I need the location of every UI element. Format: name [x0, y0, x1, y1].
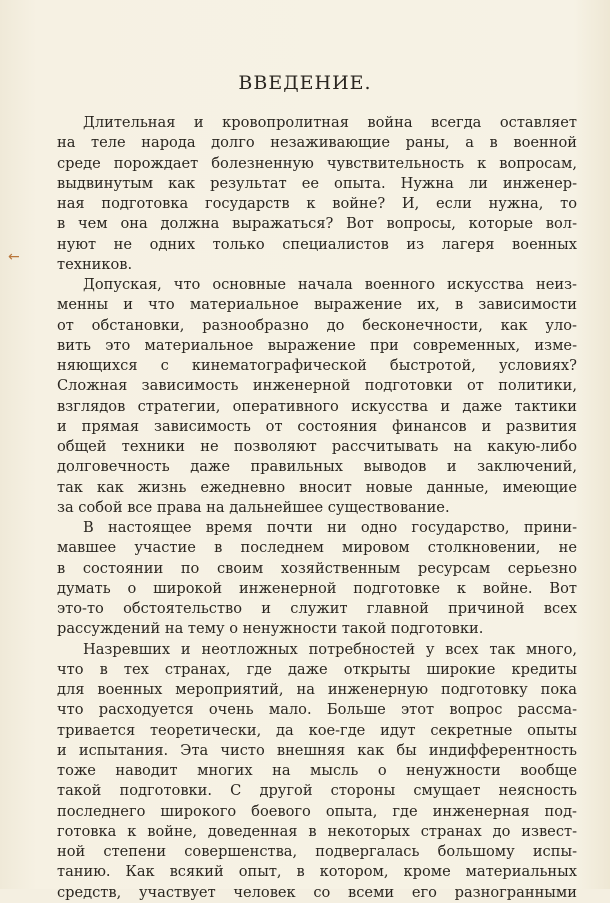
- text-line: и прямая зависимость от состояния финансов и развития: [57, 417, 577, 435]
- text-line: для военных мероприятий, на инженерную подготовку пока: [57, 681, 577, 698]
- text-line: в состоянии по своим хозяйственным ресурсам серьезно: [57, 559, 577, 577]
- text-line: мавшее участие в последнем мировом столкновении, не: [57, 539, 577, 557]
- text-line: тоже наводит многих на мысль о ненужности вообще: [57, 762, 577, 779]
- text-line: танию. Как всякий опыт, в котором, кроме материальных: [57, 863, 577, 881]
- margin-arrow-icon: ←: [8, 249, 20, 265]
- text-line: ной степени совершенства, подвергалась большому испы-: [57, 843, 577, 860]
- text-line: в чем она должна выражаться? Вот вопросы, которые вол-: [57, 215, 577, 233]
- text-line: что в тех странах, где даже открыты широкие кредиты: [57, 660, 577, 678]
- text-line: что расходуется очень мало. Больше этот вопрос рассма-: [57, 701, 577, 719]
- text-line: готовка к войне, доведенная в некоторых странах до извест-: [57, 822, 577, 840]
- chapter-heading: ВВЕДЕНИЕ.: [238, 72, 372, 94]
- text-line: Назревших и неотложных потребностей у всех так много,: [83, 640, 577, 658]
- text-line: ная подготовка государств к войне? И, если нужна, то: [57, 195, 577, 212]
- text-line: так как жизнь ежедневно вносит новые данные, имеющие: [57, 478, 577, 496]
- text-line: такой подготовки. С другой стороны смущает неясность: [57, 782, 577, 800]
- text-line: менны и что материальное выражение их, в зависимости: [57, 296, 577, 314]
- text-line: долговечность даже правильных выводов и заключений,: [57, 458, 577, 476]
- text-line: последнего широкого боевого опыта, где инженерная под-: [57, 802, 577, 820]
- text-line: среде порождает болезненную чувствительность к вопросам,: [57, 154, 577, 172]
- text-line: вить это материальное выражение при современных, изме-: [57, 336, 577, 354]
- text-line: за собой все права на дальнейшее существование.: [57, 498, 450, 516]
- text-line: средств, участвует человек со всеми его разногранными: [57, 883, 577, 901]
- text-line: и испытания. Эта чисто внешняя как бы индифферентность: [57, 741, 577, 759]
- text-line: общей техники не позволяют рассчитывать на какую-либо: [57, 438, 577, 455]
- text-line: думать о широкой инженерной подготовке к войне. Вот: [57, 579, 577, 597]
- text-line: Сложная зависимость инженерной подготовки от политики,: [57, 377, 577, 395]
- text-line: взглядов стратегии, оперативного искусства и даже тактики: [57, 397, 577, 415]
- body-text: [57, 113, 577, 903]
- text-line: рассуждений на тему о ненужности такой подготовки.: [57, 620, 484, 638]
- text-line: тривается теоретически, да кое-где идут секретные опыты: [57, 721, 577, 739]
- text-line: выдвинутым как результат ее опыта. Нужна ли инженер-: [57, 174, 577, 192]
- text-line: это-то обстоятельство и служит главной причиной всех: [57, 600, 577, 617]
- text-line: на теле народа долго незаживающие раны, а в военной: [57, 134, 577, 152]
- text-line: техников.: [57, 255, 133, 273]
- text-line: Допуская, что основные начала военного искусства неиз-: [83, 276, 577, 293]
- text-line: от обстановки, разнообразно до бесконечности, как уло-: [57, 316, 577, 334]
- text-line: няющихся с кинематографической быстротой, условиях?: [57, 357, 577, 374]
- text-line: нуют не одних только специалистов из лагеря военных: [57, 235, 577, 253]
- text-line: Длительная и кровопролитная война всегда оставляет: [83, 114, 577, 131]
- text-line: В настоящее время почти ни одно государство, прини-: [83, 519, 577, 536]
